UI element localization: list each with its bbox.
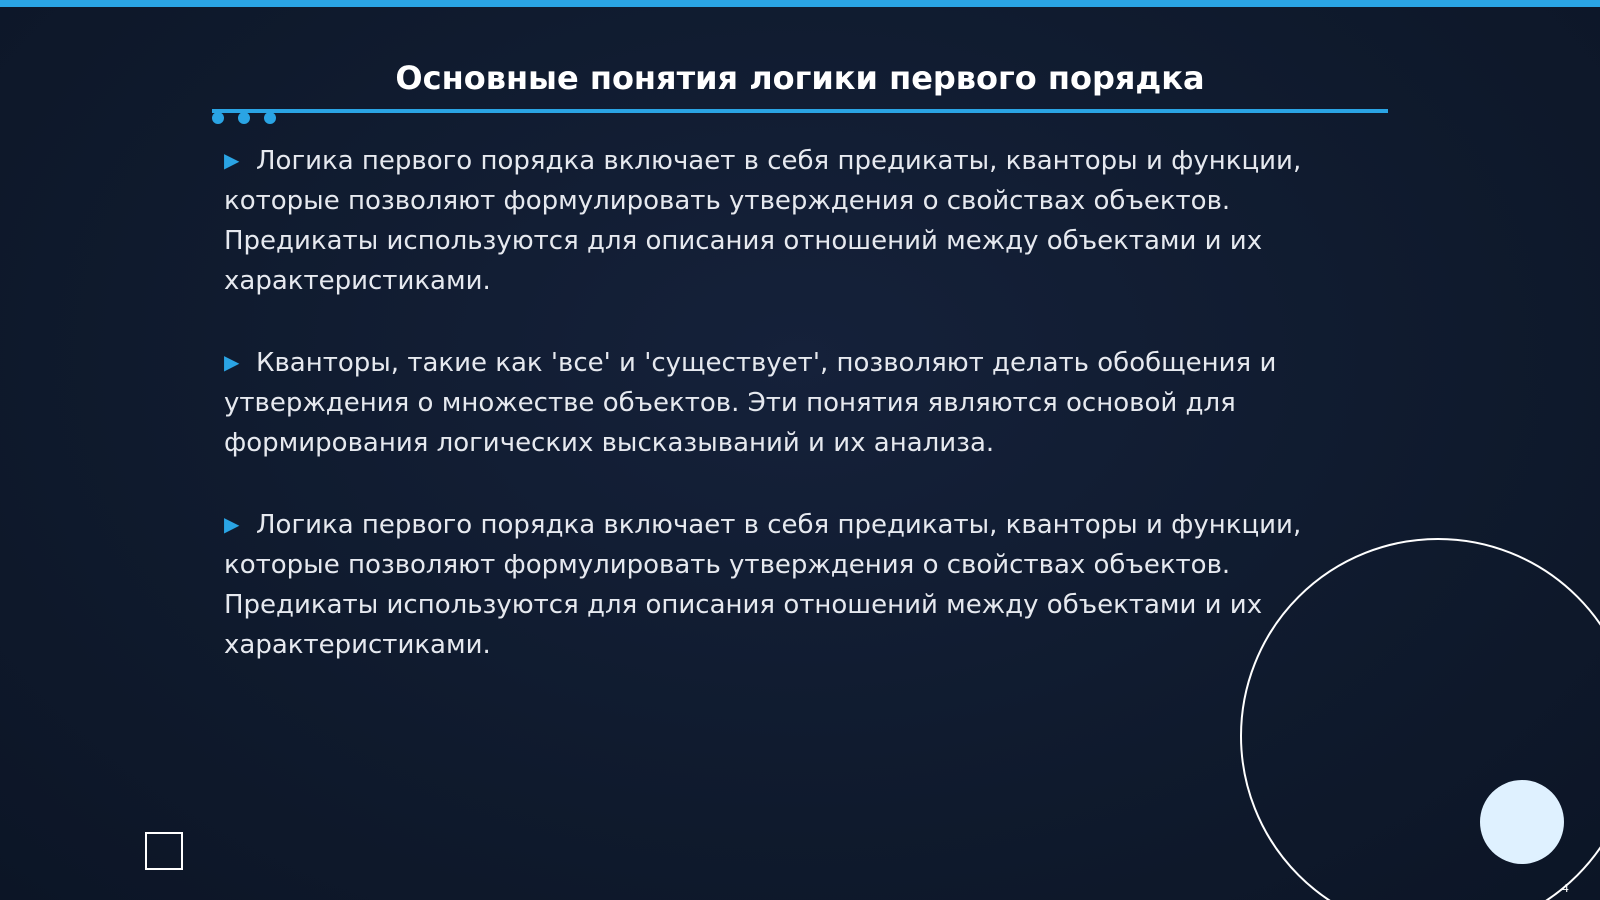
page-number: 4 — [1562, 882, 1569, 895]
bullet-item — [224, 140, 1334, 301]
triangle-bullet-icon: ▶ — [224, 512, 240, 536]
top-accent-bar — [0, 0, 1600, 7]
bullet-text: Логика первого порядка включает в себя предикаты, кванторы и функции, которые позволяют формулировать утверждения о свойствах объектов. Предикаты используются для описания отношений между объектами и их характеристиками. — [224, 510, 1302, 660]
dot-icon — [264, 112, 276, 124]
decorative-square — [145, 832, 183, 870]
slide-title: Основные понятия логики первого порядка — [395, 59, 1205, 97]
triangle-bullet-icon: ▶ — [224, 350, 240, 374]
triangle-bullet-icon: ▶ — [224, 148, 240, 172]
bullet-text: Логика первого порядка включает в себя предикаты, кванторы и функции, которые позволяют формулировать утверждения о свойствах объектов. Предикаты используются для описания отношений между объектами и их характеристиками. — [224, 146, 1302, 296]
decorative-dots — [212, 112, 282, 126]
bullet-item — [224, 342, 1334, 463]
title-underline — [212, 109, 1388, 113]
dot-icon — [212, 112, 224, 124]
bullet-list — [224, 140, 1334, 706]
bullet-item — [224, 504, 1334, 665]
dot-icon — [238, 112, 250, 124]
bullet-text: Кванторы, такие как 'все' и 'существует', позволяют делать обобщения и утверждения о множестве объектов. Эти понятия являются основой для формирования логических высказываний и их анализа. — [224, 348, 1277, 458]
decorative-circle — [1480, 780, 1564, 864]
